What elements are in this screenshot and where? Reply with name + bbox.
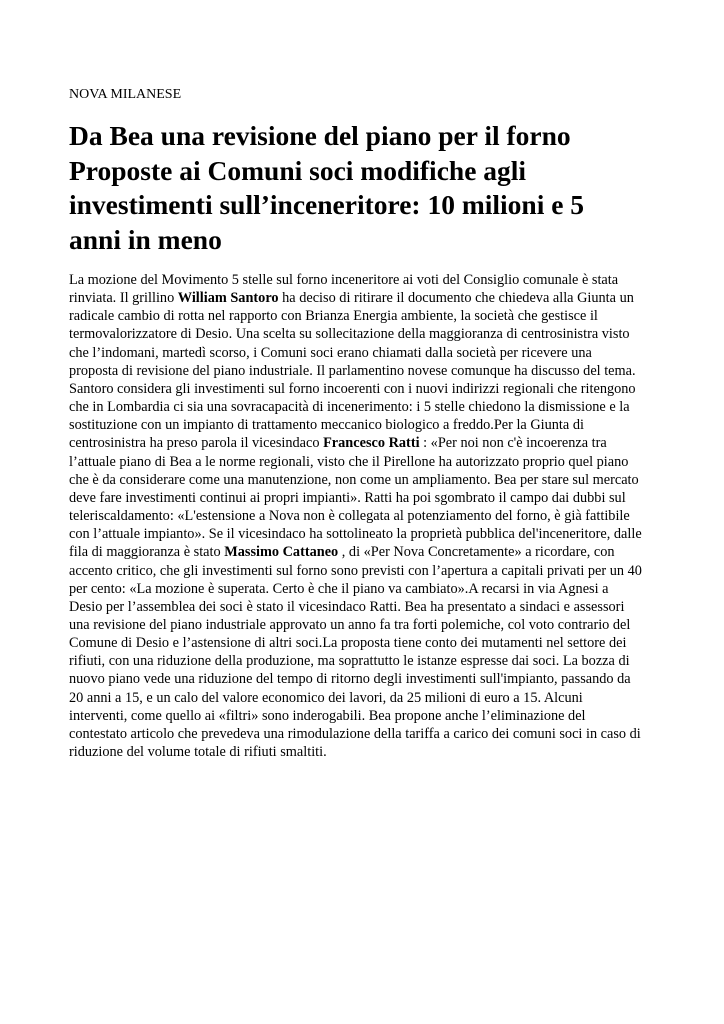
body-text-segment: radicale cambio di rotta nel rapporto con Brianza Energia ambiente, la società che gestisce il xyxy=(69,308,598,325)
body-line xyxy=(69,289,665,307)
body-line xyxy=(69,271,665,289)
body-line xyxy=(69,489,665,507)
body-text-segment: che in Lombardia ci sia una sovracapacità di incenerimento: i 5 stelle chiedono la dismissione e la xyxy=(69,399,630,416)
article-body xyxy=(69,271,665,761)
body-text-segment: : «Per noi non c'è incoerenza tra xyxy=(419,435,607,452)
body-text-segment: l’attuale piano di Bea a le norme regionali, visto che il Pirellone ha autorizzato proprio quel piano xyxy=(69,453,629,470)
body-line xyxy=(69,634,665,652)
body-line xyxy=(69,453,665,471)
body-text-segment: , di «Per Nova Concretamente» a ricordare, con xyxy=(338,544,615,561)
body-line xyxy=(69,362,665,380)
body-line xyxy=(69,743,665,761)
body-line xyxy=(69,307,665,325)
body-line xyxy=(69,525,665,543)
body-text-segment: proposta di revisione del piano industriale. Il parlamentino novese comunque ha discusso del tema. xyxy=(69,362,636,379)
body-text-segment: Desio per l’assemblea dei soci è stato il vicesindaco Ratti. Bea ha presentato a sindaci e assessori xyxy=(69,598,625,615)
body-text-segment: nuovo piano vede una riduzione del tempo di ritorno degli investimenti sull'impianto, passando da xyxy=(69,671,631,688)
body-text-segment: fila di maggioranza è stato xyxy=(69,544,225,561)
body-line xyxy=(69,325,665,343)
body-line xyxy=(69,689,665,707)
body-line xyxy=(69,434,665,452)
body-text-segment: teleriscaldamento: «L'estensione a Nova non è collegata al potenziamento del forno, è già fattibile xyxy=(69,508,630,525)
body-line xyxy=(69,616,665,634)
body-text-segment: Santoro considera gli investimenti sul forno incoerenti con i nuovi indirizzi regionali che ritengono xyxy=(69,380,636,397)
person-name: Francesco Ratti xyxy=(323,435,420,452)
body-line xyxy=(69,652,665,670)
body-text-segment: contestato articolo che prevedeva una rimodulazione della tariffa a carico dei comuni soci in caso di xyxy=(69,725,641,742)
body-text-segment: rifiuti, con una riduzione della produzione, ma soprattutto le istanze espresse dai soci. La bozza di xyxy=(69,653,630,670)
body-line xyxy=(69,725,665,743)
body-text-segment: ha deciso di ritirare il documento che chiedeva alla Giunta un xyxy=(278,290,634,307)
body-text-segment: con l’attuale impianto». Se il vicesindaco ha sottolineato la proprietà pubblica del'inceneritore, dalle xyxy=(69,526,642,543)
body-text-segment: La mozione del Movimento 5 stelle sul forno inceneritore ai voti del Consiglio comunale è stata xyxy=(69,272,619,288)
body-line xyxy=(69,380,665,398)
body-line xyxy=(69,543,665,561)
headline-line: Da Bea una revisione del piano per il forno xyxy=(69,120,571,151)
body-line xyxy=(69,344,665,362)
body-text-segment: Comune di Desio e l’astensione di altri soci.La proposta tiene conto dei mutamenti nel settore dei xyxy=(69,635,627,652)
person-name: William Santoro xyxy=(177,290,279,307)
body-text-segment: interventi, come quello ai «filtri» sono inderogabili. Bea propone anche l’eliminazione del xyxy=(69,707,586,724)
body-text-segment: accento critico, che gli investimenti sul forno sono previsti con l’apertura a capitali privati per un 40 xyxy=(69,562,642,579)
body-line xyxy=(69,398,665,416)
body-text-segment: che l’indomani, martedì scorso, i Comuni soci erano chiamati dalla società per ricevere una xyxy=(69,344,592,361)
body-line xyxy=(69,562,665,580)
body-text-segment: deve fare investimenti continui ai propri impianti». Ratti ha poi sgombrato il campo dai dubbi sul xyxy=(69,489,626,506)
headline-line: investimenti sull’inceneritore: 10 milioni e 5 xyxy=(69,189,585,220)
body-text-segment: centrosinistra ha preso parola il vicesindaco xyxy=(69,435,324,452)
body-line xyxy=(69,471,665,489)
body-text-segment: riduzione del volume totale di rifiuti smaltiti. xyxy=(69,744,327,761)
body-line xyxy=(69,416,665,434)
body-line xyxy=(69,707,665,725)
section-label: NOVA MILANESE xyxy=(69,87,182,102)
headline-line: Proposte ai Comuni soci modifiche agli xyxy=(69,154,527,186)
body-text-segment: per cento: «La mozione è superata. Certo è che il piano va cambiato».A recarsi in via Agnesi a xyxy=(69,580,609,597)
body-line xyxy=(69,598,665,616)
person-name: Massimo Cattaneo xyxy=(224,544,339,561)
body-text-segment: sostituzione con un impianto di trattamento meccanico biologico a freddo.Per la Giunta di xyxy=(69,417,584,434)
body-line xyxy=(69,670,665,688)
body-text-segment: termovalorizzatore di Desio. Una scelta su sollecitazione della maggioranza di centrosinistra visto xyxy=(69,326,630,343)
body-text-segment: una revisione del piano industriale approvato un anno fa tra forti polemiche, col voto contrario del xyxy=(69,616,631,633)
body-line xyxy=(69,507,665,525)
article-headline xyxy=(69,119,659,257)
body-text-segment: rinviata. Il grillino xyxy=(69,290,178,307)
body-line xyxy=(69,580,665,598)
headline-line: anni in meno xyxy=(69,223,222,255)
body-text-segment: 20 anni a 15, e un calo del valore economico dei lavori, da 25 milioni di euro a 15. Alcuni xyxy=(69,689,583,706)
body-text-segment: che è da considerare come una manutenzione, non come un ampliamento. Bea per stare sul mercato xyxy=(69,471,639,488)
